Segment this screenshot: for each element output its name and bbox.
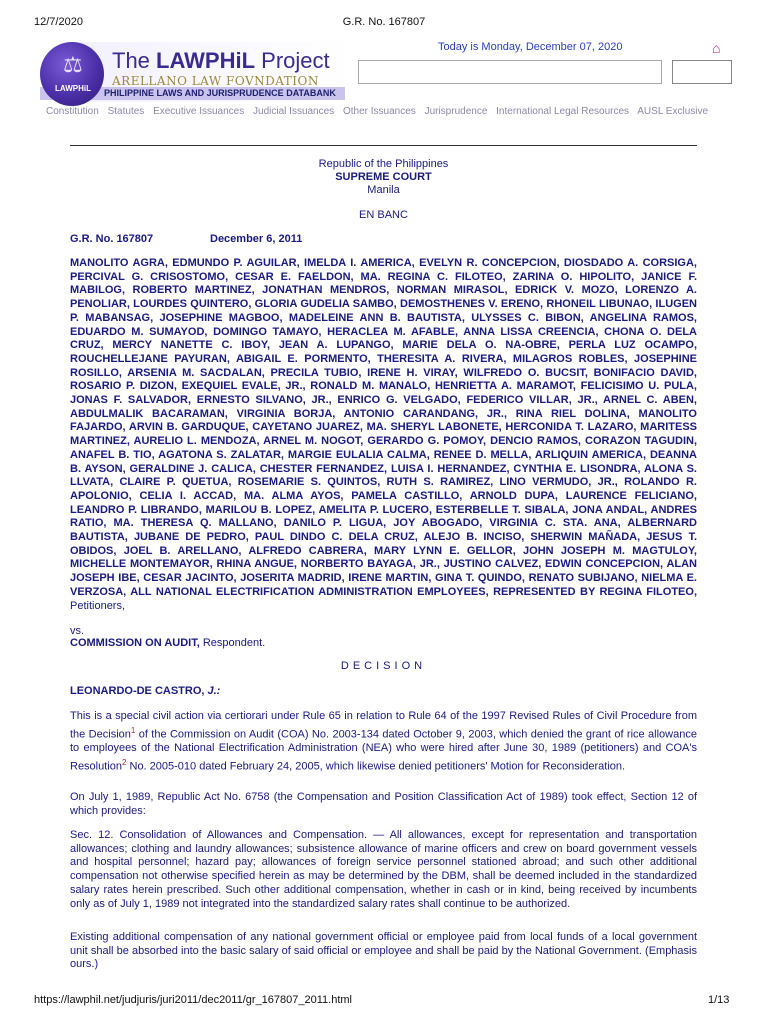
respondent-name: COMMISSION ON AUDIT, <box>70 637 200 649</box>
nav-executive-issuances[interactable]: Executive Issuances <box>153 106 245 117</box>
versus: vs. <box>70 625 85 637</box>
republic-heading: Republic of the Philippines <box>318 158 449 170</box>
nav-statutes[interactable]: Statutes <box>107 106 145 117</box>
respondent <box>70 637 265 649</box>
scales-icon: ⚖ <box>63 52 83 77</box>
paragraph-2: On July 1, 1989, Republic Act No. 6758 (the Compensation and Position Classification Act of 1989) took effect, Section 12 of which provides: <box>70 791 697 817</box>
header-divider <box>70 145 697 146</box>
nav-international-legal-resources[interactable]: International Legal Resources <box>496 106 630 117</box>
databank-label: PHILIPPINE LAWS AND JURISPRUDENCE DATABANK <box>104 88 336 98</box>
site-title-prefix: The <box>112 48 157 73</box>
main-nav <box>46 106 714 117</box>
print-date: 12/7/2020 <box>34 16 83 28</box>
gr-number: G.R. No. 167807 <box>70 233 154 245</box>
search-button[interactable] <box>672 60 732 84</box>
nav-judicial-issuances[interactable]: Judicial Issuances <box>253 106 335 117</box>
site-title-brand: LAWPHiL <box>156 48 256 73</box>
site-title[interactable] <box>112 48 330 74</box>
division-heading: EN BANC <box>359 209 408 221</box>
nav-other-issuances[interactable]: Other Issuances <box>342 106 416 117</box>
decision-date: December 6, 2011 <box>210 233 303 245</box>
paragraph-1 <box>70 710 697 774</box>
p1-text-a: This is a special civil action via certiorari under Rule 65 in relation to Rule 64 of the 1997 Revised Rules of Civil Procedure from the Decision <box>70 710 697 741</box>
respondent-role: Respondent. <box>199 637 266 649</box>
search-input[interactable] <box>358 60 662 84</box>
decision-heading: DECISION <box>340 660 427 672</box>
site-title-suffix: Project <box>255 48 330 73</box>
p1-text-c: No. 2005-010 dated February 24, 2005, which likewise denied petitioners' Motion for Reconsideration. <box>126 760 626 773</box>
nav-constitution[interactable]: Constitution <box>46 106 99 117</box>
nav-jurisprudence[interactable]: Jurisprudence <box>424 106 488 117</box>
footnote-1-link[interactable]: 1 <box>130 725 136 735</box>
paragraph-4: Existing additional compensation of any national government official or employee paid from local funds of a local government unit shall be absorbed into the basic salary of said official or employee and shall be paid by the National Government. (Emphasis ours.) <box>70 931 697 971</box>
print-page-number: 1/13 <box>708 994 730 1006</box>
petitioners-names: MANOLITO AGRA, EDMUNDO P. AGUILAR, IMELDA I. AMERICA, EVELYN R. CONCEPCION, DIOSDADO A. CORSIGA, PERCIVAL G. CRISOSTOMO, CESAR E. FAELDON, MA. REGINA C. FILOTEO, ZARINA O. HIPOLITO, JANICE F. MABILOG, ROBERTO MARTINEZ, JONATHAN MENDROS, NORMAN MIRASOL, EDRICK V. MOZO, LORENZO A. PENOLIAR, LOURDES QUINTERO, GLORIA GUDELIA SAMBO, DEMOSTHENES V. ERENO, RHONEIL LIBUNAO, ILUGEN P. MABANSAG, JOSEPHINE MAGBOO, MADELEINE ANN B. BAUTISTA, ULYSSES C. BIBON, ANGELINA RAMOS, EDUARDO M. SUMAYOD, DOMINGO TAMAYO, HERACLEA M. AFABLE, ANNA LISSA CREENCIA, CHONA O. DELA CRUZ, MERCY NANETTE C. IBOY, JEAN A. LUPANGO, MARIE DELA O. NA-OBRE, PERLA LUZ OCAMPO, ROUCHELLEJANE PAYURAN, ABIGAIL E. PORMENTO, THERESITA A. RIVERA, MILAGROS ROBLES, JOSEPHINE ROSILLO, ARSENIA M. SACDALAN, PRECILA TUBIO, IRENE H. VIRAY, WILFREDO O. BUCSIT, BONIFACIO DAVID, ROSARIO P. DIZON, EXEQUIEL EVALE, JR., RONALD M. MANALO, HENRIETTA A. MARAMOT, FELICISIMO U. PULA, JONAS F. SALVADOR, ERNESTO SILVANO, JR., ENRICO G. VELGADO, FEDERICO VILLAR, JR., ARNEL C. ABEN, ABDULMALIK BACARAMAN, VIRGINIA BORJA, ANTONIO CARANDANG, JR., RINA RIEL DOLINA, MANOLITO FAJARDO, ARVIN B. GARDUQUE, CAYETANO JUAREZ, MA. SHERYL LABONETE, HERCONIDA T. LAZARO, MARITESS MARTINEZ, AURELIO L. MENDOZA, ARNEL M. NOGOT, GERARDO G. POMOY, DENCIO RAMOS, CORAZON TAGUDIN, ANAFEL B. TIO, AGATONA S. ZALATAR, MARGIE EULALIA CALMA, RENEE D. MELLA, ARLIQUIN AMERICA, DEANNA B. AYSON, GERALDINE J. CALICA, CHESTER FERNANDEZ, LUISA I. HERNANDEZ, CYNTHIA E. LISONDRA, ALONA S. LLVATA, CLAIRE P. QUETUA, ROSEMARIE S. QUINTOS, RUTH S. RAMIREZ, LINO VERMUDO, JR., ROLANDO R. APOLONIO, CELIA I. ACCAD, MA. ALMA AYOS, PAMELA CASTILLO, ARNOLD DUPA, LAURENCE FELICIANO, LEANDRO P. LIBRANDO, MARILOU B. LOPEZ, AMELITA P. LUCERO, ESTERBELLE T. SIBALA, JONA ANDAL, ANDRES RATIO, MA. THERESA Q. MALLANO, DANILO P. LIGUA, JOY ABOGADO, VIRGINIA C. STA. ANA, ALBERNARD BAUTISTA, JUBANE DE PEDRO, PAUL DINDO C. DELA CRUZ, ALEJO B. INCISO, SHERWIN MAÑADA, JESUS T. OBIDOS, JOEL B. ARELLANO, ALFREDO CABRERA, MARY LYNN E. GELLOR, JOHN JOSEPH M. MAGTULOY, MICHELLE MONTEMAYOR, RHINA ANGUE, NORBERTO BAYAGA, JR., JUSTINO CALVEZ, EDWIN CONCEPCION, ALAN JOSEPH IBE, CESAR JACINTO, JOSERITA MADRID, IRENE MARTIN, GINA T. QUINDO, RENATO SUBIJANO, NIELMA E. VERZOSA, ALL NATIONAL ELECTRIFICATION ADMINISTRATION EMPLOYEES, REPRESENTED BY REGINA FILOTEO, <box>70 257 697 598</box>
logo-text: LAWPHiL <box>55 84 91 93</box>
city-heading: Manila <box>367 184 400 196</box>
today-date: Today is Monday, December 07, 2020 <box>438 41 623 53</box>
paragraph-3: Sec. 12. Consolidation of Allowances and Compensation. — All allowances, except for representation and transportation allowances; clothing and laundry allowances; subsistence allowance of marine officers and crew on board government vessels and hospital personnel; hazard pay; allowances of foreign service personnel stationed abroad; and such other additional compensation not otherwise specified herein as may be determined by the DBM, shall be deemed included in the standardized salary rates herein prescribed. Such other additional compensation, whether in cash or in kind, being received by incumbents only as of July 1, 1989 not integrated into the standardized salary rates shall continue to be authorized. <box>70 829 697 910</box>
print-title: G.R. No. 167807 <box>342 16 426 28</box>
ponente-title: J.: <box>204 685 221 697</box>
home-icon[interactable]: ⌂ <box>712 40 721 56</box>
print-url: https://lawphil.net/judjuris/juri2011/dec2011/gr_167807_2011.html <box>34 994 352 1006</box>
ponente-name: LEONARDO-DE CASTRO, <box>70 685 205 697</box>
footnote-2-link[interactable]: 2 <box>121 757 127 767</box>
petitioners-role: Petitioners, <box>70 599 126 612</box>
ponente <box>70 685 220 697</box>
nav-ausl-exclusive[interactable]: AUSL Exclusive <box>637 106 709 117</box>
court-heading: SUPREME COURT <box>335 171 432 183</box>
p1-text-b: of the Commission on Audit (COA) No. 2003-134 dated October 9, 2003, which denied the grant of rice allowance to employees of the National Electrification Administration (NEA) who were hired after June 30, 1989 (petitioners) and COA's Resolution <box>70 728 697 773</box>
petitioners-list <box>70 257 697 613</box>
site-subtitle: ARELLANO LAW FOVNDATION <box>112 74 319 88</box>
